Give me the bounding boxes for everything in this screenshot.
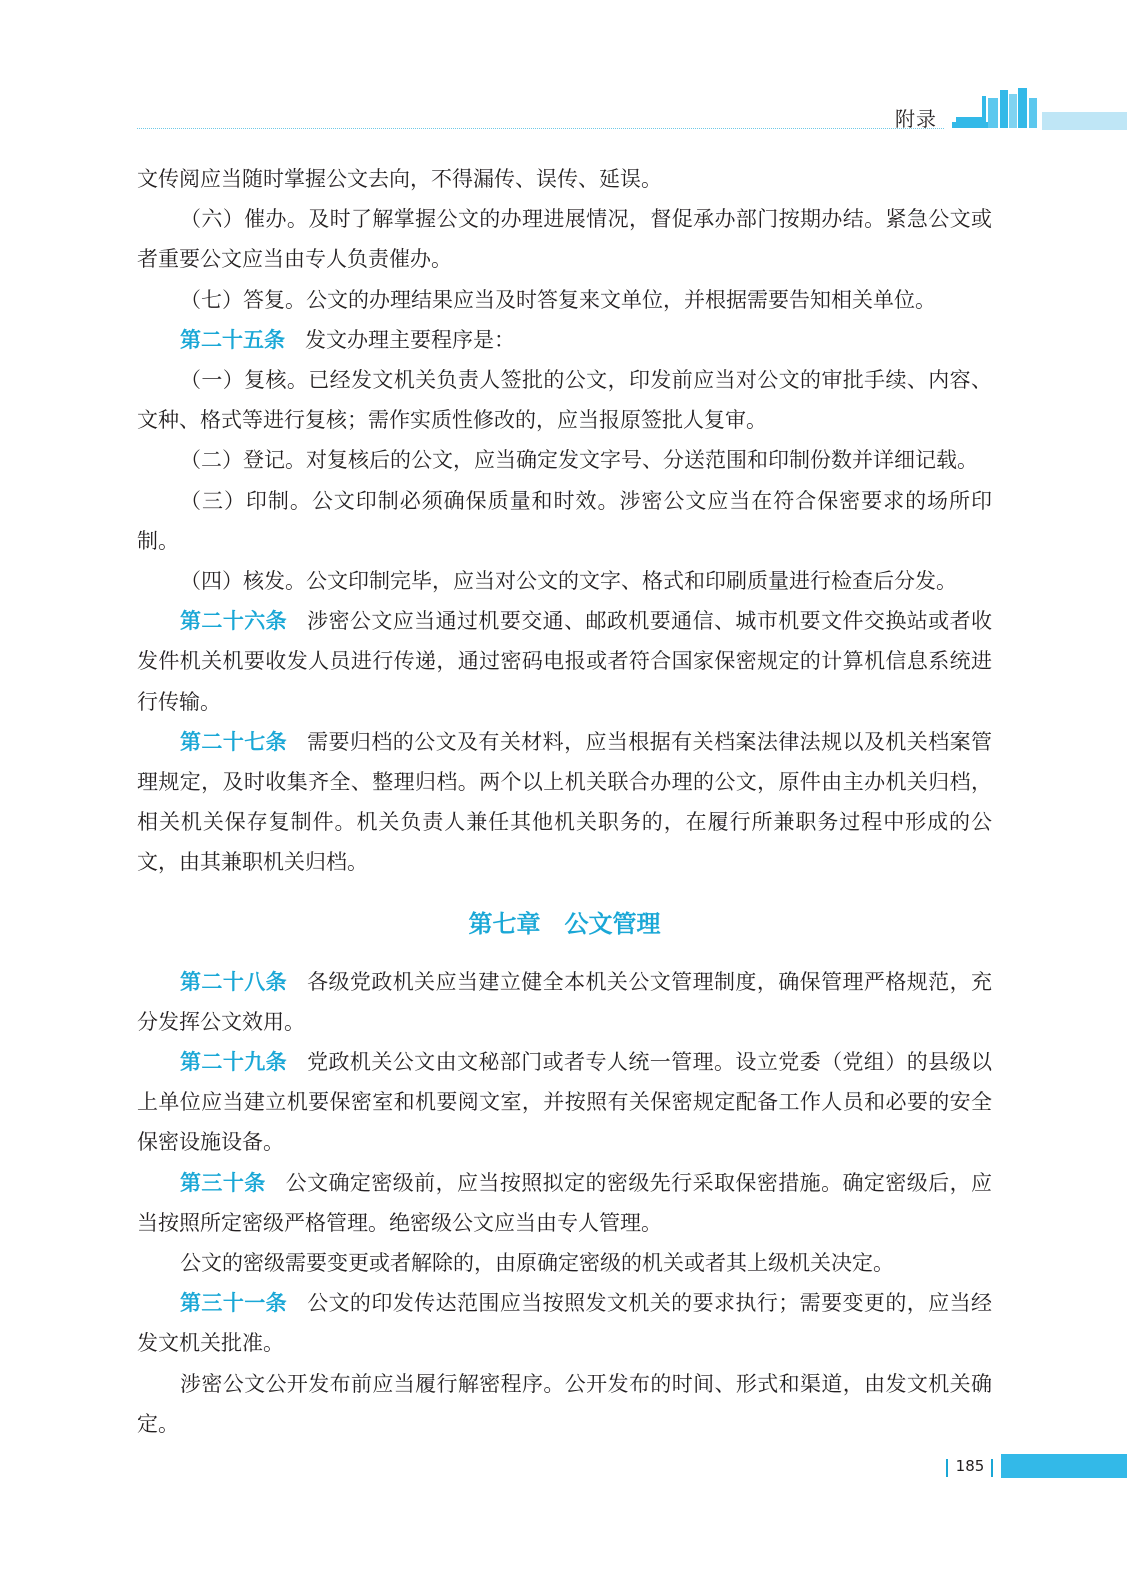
paragraph-text: 党政机关公文由文秘部门或者专人统一管理。设立党委（党组）的县级以上单位应当建立机要保密室和机要阅文室，并按照有关保密规定配备工作人员和必要的安全保密设施设备。 (137, 1050, 993, 1155)
paragraph-text: （一）复核。已经发文机关负责人签批的公文，印发前应当对公文的审批手续、内容、文种、格式等进行复核；需作实质性修改的，应当报原签批人复审。 (137, 368, 992, 433)
paragraph (137, 722, 992, 883)
paragraph-text: 涉密公文公开发布前应当履行解密程序。公开发布的时间、形式和渠道，由发文机关确定。 (137, 1371, 992, 1436)
paragraph-text: 各级党政机关应当建立健全本机关公文管理制度，确保管理严格规范，充分发挥公文效用。 (137, 969, 993, 1034)
article-number: 第二十九条 (180, 1050, 288, 1075)
article-number: 第二十五条 (180, 327, 285, 352)
footer-tick-right (991, 1459, 993, 1477)
paragraph (137, 1163, 992, 1243)
books-icon (952, 86, 1127, 130)
paragraph-text: 文传阅应当随时掌握公文去向，不得漏传、误传、延误。 (137, 167, 662, 191)
paragraph (137, 561, 992, 601)
paragraph-text: （三）印制。公文印制必须确保质量和时效。涉密公文应当在符合保密要求的场所印制。 (137, 488, 992, 553)
paragraph-text: 公文的印发传达范围应当按照发文机关的要求执行；需要变更的，应当经发文机关批准。 (137, 1291, 993, 1356)
paragraph-text: （七）答复。公文的办理结果应当及时答复来文单位，并根据需要告知相关单位。 (180, 287, 936, 312)
paragraph-text: （二）登记。对复核后的公文，应当确定发文字号、分送范围和印制份数并详细记载。 (180, 448, 978, 473)
paragraph-text: 涉密公文应当通过机要交通、邮政机要通信、城市机要文件交换站或者收发件机关机要收发人员进行传递，通过密码电报或者符合国家保密规定的计算机信息系统进行传输。 (137, 609, 993, 714)
section-label: 附录 (895, 107, 937, 131)
footer-tick-left (946, 1459, 948, 1477)
footer-bar (1001, 1454, 1127, 1478)
header-rule (137, 128, 944, 130)
paragraph (137, 320, 992, 360)
document-body (137, 159, 992, 1444)
paragraph-text: 发文办理主要程序是： (305, 327, 515, 352)
paragraph (137, 1283, 992, 1363)
paragraph (137, 159, 992, 199)
paragraph (137, 280, 992, 320)
paragraph-text: 公文确定密级前，应当按照拟定的密级先行采取保密措施。确定密级后，应当按照所定密级严格管理。绝密级公文应当由专人管理。 (137, 1170, 993, 1235)
paragraph-text: （四）核发。公文印制完毕，应当对公文的文字、格式和印刷质量进行检查后分发。 (180, 569, 957, 594)
article-number: 第三十条 (180, 1170, 266, 1195)
paragraph (137, 1364, 992, 1444)
paragraph (137, 601, 992, 722)
article-number: 第三十一条 (180, 1291, 288, 1316)
paragraph (137, 1243, 992, 1283)
article-number: 第二十八条 (180, 969, 288, 994)
paragraph-text: （六）催办。及时了解掌握公文的办理进展情况，督促承办部门按期办结。紧急公文或者重要公文应当由专人负责催办。 (137, 207, 992, 272)
paragraph (137, 360, 992, 440)
paragraph-text: 公文的密级需要变更或者解除的，由原确定密级的机关或者其上级机关决定。 (180, 1251, 894, 1276)
paragraph (137, 962, 992, 1042)
paragraph-text: 需要归档的公文及有关材料，应当根据有关档案法律法规以及机关档案管理规定，及时收集齐全、整理归档。两个以上机关联合办理的公文，原件由主办机关归档，相关机关保存复制件。机关负责人兼任其他机关职务的，在履行所兼职务过程中形成的公文，由其兼职机关归档。 (137, 729, 993, 875)
paragraph (137, 199, 992, 279)
page-number: 185 (955, 1457, 985, 1475)
article-number: 第二十七条 (180, 729, 288, 754)
chapter-title: 第七章 公文管理 (468, 909, 661, 938)
paragraph (137, 481, 992, 561)
paragraph (137, 440, 992, 480)
paragraph (137, 1042, 992, 1163)
article-number: 第二十六条 (180, 609, 288, 634)
